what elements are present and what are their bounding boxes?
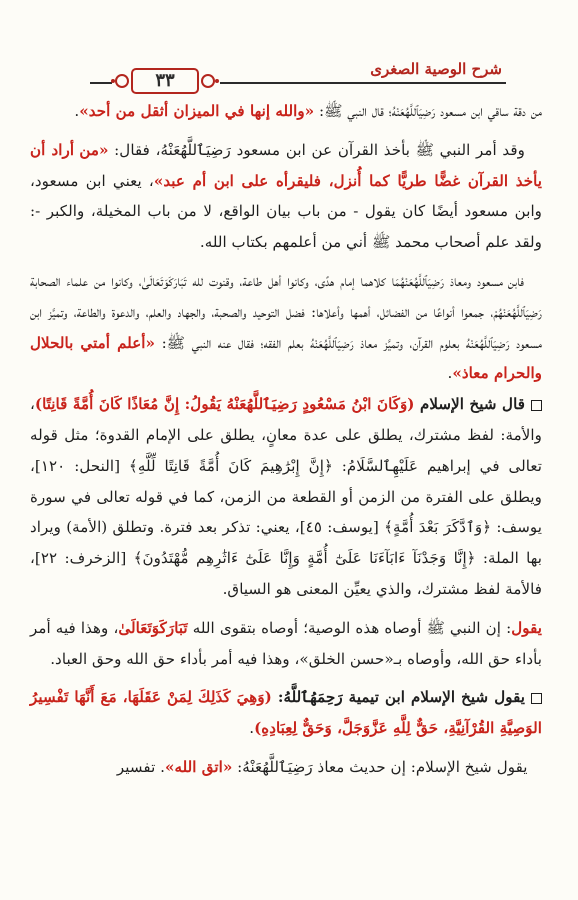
p2-end: ، يعني ابن مسعود، وابن مسعود أيضًا كان يقول - من باب بيان الواقع، لا من باب المخيلة، والكبر -: ولقد علم أصحاب محمد ﷺ أني من أعلمهم بكتاب الله. (30, 171, 542, 252)
p7-hadith: «اتق الله» (164, 757, 233, 776)
bullet-square-icon (531, 693, 542, 704)
p4-quote: (وَكَانَ ابْنُ مَسْعُودٍ رَضِيَٱللَّهُعَنْهُ يَقُولُ: إِنَّ مُعَاذًا كَانَ أُمَّةً قَانِتًا) (34, 395, 420, 414)
p3-hadith: «أعلم أمتي بالحلال والحرام معاذ» (30, 333, 542, 383)
running-title: شرح الوصية الصغرى (370, 60, 502, 78)
bullet-square-icon (531, 400, 542, 411)
paragraph-3 (30, 266, 542, 389)
page-header (30, 0, 542, 96)
body-text (30, 96, 542, 783)
paragraph-6 (30, 682, 542, 744)
paragraph-2 (30, 135, 542, 258)
p7-text: يقول شيخ الإسلام: إن حديث معاذ رَضِيَٱللَّهُعَنْهُ: (232, 757, 528, 776)
p1-end: . (74, 102, 80, 120)
p2-hadith: «من أراد أن يأخذ القرآن غضًّا طريًّا كما أُنزل، فليقرأه على ابن أم عبد» (30, 140, 542, 190)
p5-text: : إن النبي ﷺ أوصاه هذه الوصية؛ أوصاه بتقوى الله (187, 618, 512, 637)
header-rule-left (90, 82, 112, 84)
p4-heading: قال شيخ الإسلام (419, 395, 525, 414)
p1-text: من دقة ساقي ابن مسعود رَضِيَٱللَّهُعَنْهُ؛ قال النبي ﷺ: (314, 102, 542, 120)
p3-end: . (447, 364, 453, 383)
p5-heading: يقول (511, 618, 542, 637)
paragraph-5 (30, 613, 542, 675)
p6-heading: يقول شيخ الإسلام ابن تيمية رَحِمَهُٱللَّهُ: (277, 688, 525, 707)
p3-text: فابن مسعود ومعاذ رَضِيَٱللَّهُعَنْهُمَا كلاهما إمام هدًى، وكانوا أهل طاعة، وقنوت لله تَبَارَكَوَتَعَالَىٰ، وكانوا من علماء الصحابة رَضِيَٱللَّهُعَنْهُمْ، جمعوا أنواعًا من الفضائل، أهمها وأعلاها: فضل التوحيد والصحبة، والجهاد والعلم، والدعوة والطاعة، وتميَّز ابن مسعود رَضِيَٱللَّهُعَنْهُ بعلوم القرآن، وتميَّز معاذ رَضِيَٱللَّهُعَنْهُ بعلم الفقه؛ فقال عنه النبي ﷺ: (30, 271, 542, 352)
p4-text: ، والأمة: لفظ مشترك، يطلق على عدة معانٍ، يطلق على الإمام القدوة؛ مثل قوله تعالى في إبراهيم عَلَيْهِٱلسَّلَامُ: ﴿إِنَّ إِبْرَٰهِيمَ كَانَ أُمَّةً قَانِتًا لِّلَّهِ﴾ [النحل: ١٢٠]، ويطلق على الفترة من الزمن أو القطعة من الزمن، كما في قوله تعالى في سورة يوسف: ﴿وَٱدَّكَرَ بَعْدَ أُمَّةٍ﴾ [يوسف: ٤٥]، يعني: تذكر بعد فترة. وتطلق (الأمة) ويراد بها الملة: ﴿إِنَّا وَجَدْنَآ ءَابَآءَنَا عَلَىٰٓ أُمَّةٍ وَإِنَّا عَلَىٰٓ ءَاثَٰرِهِم مُّهْتَدُونَ﴾ [الزخرف: ٢٢]، فالأمة لفظ مشترك، والذي يعيِّن المعنى هو السياق. (30, 395, 543, 598)
p7-end: . تفسير (116, 757, 165, 776)
paragraph-7 (30, 752, 542, 783)
p1-hadith: «والله إنها في الميزان أثقل من أحد» (79, 102, 315, 120)
p5-honorific: تَبَارَكَوَتَعَالَىٰ (118, 618, 188, 637)
paragraph-1 (30, 96, 542, 127)
p5-end: ، وهذا فيه أمر بأداء حق الله، وأوصاه بـ«حسن الخلق»، وهذا فيه أمر بأداء حق الله وحق العباد. (30, 618, 542, 668)
header-rule-right (220, 82, 506, 84)
p2-text: وقد أمر النبي ﷺ بأخذ القرآن عن ابن مسعود رَضِيَٱللَّهُعَنْهُ، فقال: (108, 140, 525, 159)
p6-end: . (249, 719, 255, 738)
p6-quote: (وَهِيَ كَذَلِكَ لِمَنْ عَقَلَهَا، مَعَ أَنَّهَا تَفْسِيرُ الوَصِيَّةِ القُرْآنِيَّةِ، حَقٌّ لِلَّهِ عَزَّوَجَلَّ، وَحَقٌّ لِعِبَادِهِ) (30, 688, 542, 738)
paragraph-4 (30, 389, 542, 605)
page-number: ٣٣ (155, 70, 175, 91)
